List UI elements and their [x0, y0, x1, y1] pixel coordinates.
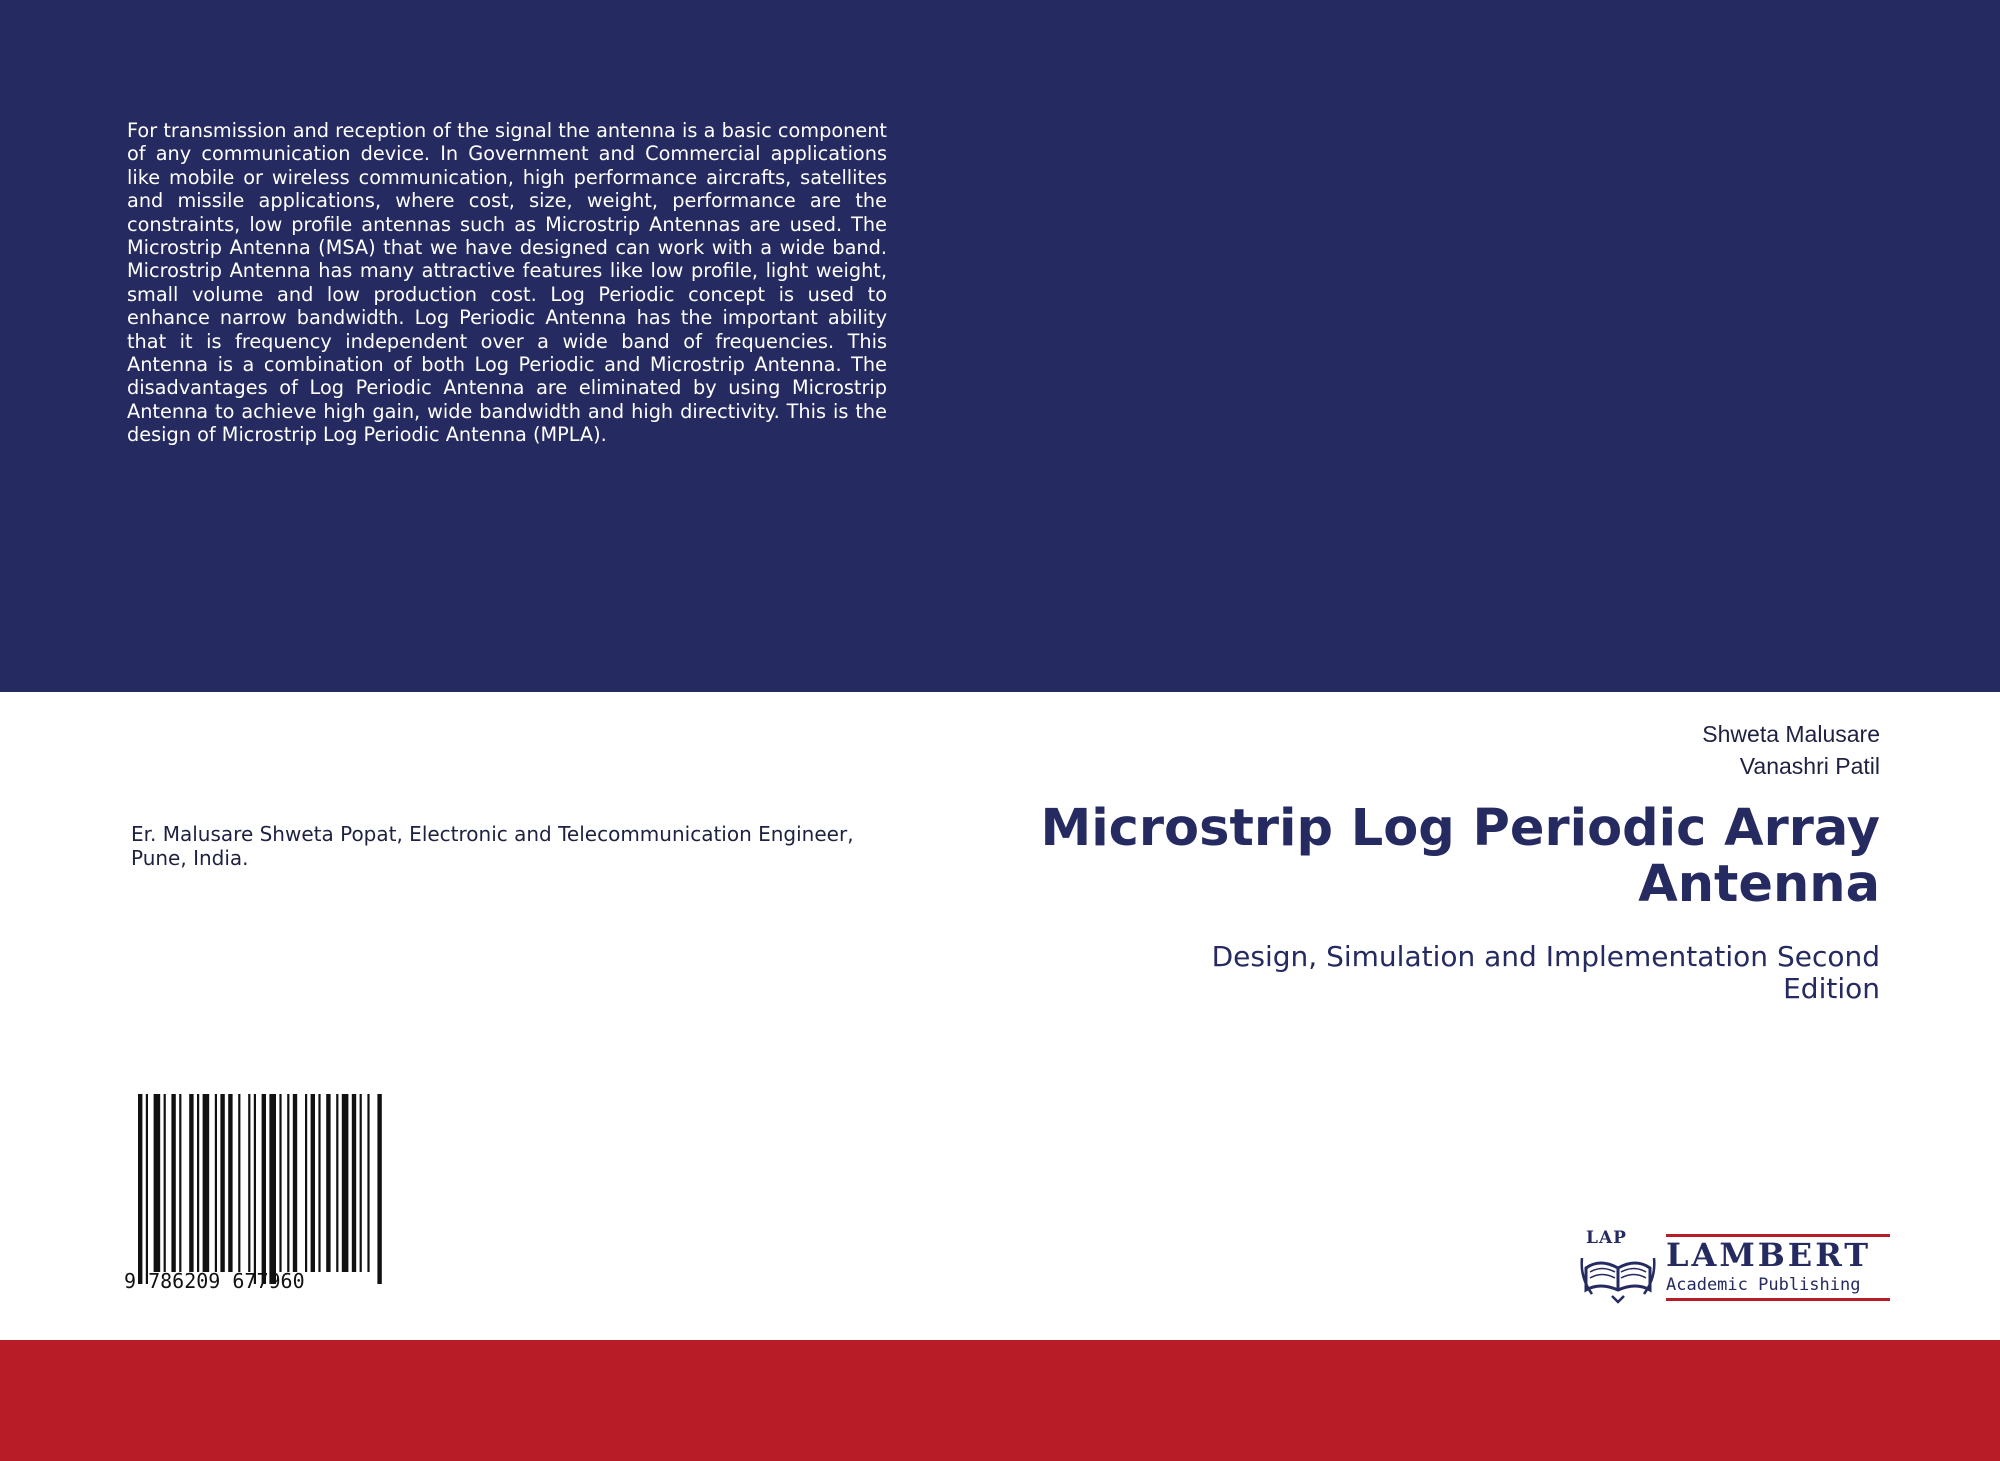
back-cover-blurb: For transmission and reception of the signal the antenna is a basic component of any communication device. In Government and Commercial applications like mobile or wireless communication, high performance aircrafts, satellites and missile applications, where cost, size, weight, performance are the constraints, low profile antennas such as Microstrip Antennas are used. The Microstrip Antenna (MSA) that we have designed can work with a wide band. Microstrip Antenna has many attractive features like low profile, light weight, small volume and low production cost. Log Periodic concept is used to enhance narrow bandwidth. Log Periodic Antenna has the important ability that it is frequency independent over a wide band of frequencies. This Antenna is a combination of both Log Periodic and Microstrip Antenna. The disadvantages of Log Periodic Antenna are eliminated by using Microstrip Antenna to achieve high gain, wide bandwidth and high directivity. This is the design of Microstrip Log Periodic Antenna (MPLA).: [127, 119, 887, 447]
barcode-bar: [215, 1094, 217, 1272]
barcode-bar: [179, 1094, 181, 1272]
barcode-bar: [154, 1094, 161, 1272]
barcode-bar: [238, 1094, 240, 1272]
barcode-bar: [336, 1094, 338, 1272]
barcode-bar: [367, 1094, 369, 1272]
logo-emblem-text: LAP: [1586, 1228, 1627, 1248]
barcode-bar: [171, 1094, 175, 1272]
barcode-bar: [377, 1094, 381, 1284]
barcode-bar: [342, 1094, 349, 1272]
book-subtitle: Design, Simulation and Implementation Second Edition: [1211, 940, 1880, 1005]
barcode-bar: [293, 1094, 297, 1272]
author-bio: Er. Malusare Shweta Popat, Electronic and Telecommunication Engineer, Pune, India.: [131, 822, 854, 870]
barcode-bar: [248, 1094, 250, 1272]
barcode-bar: [311, 1094, 315, 1272]
publisher-name: LAMBERT: [1666, 1236, 1872, 1274]
barcode-bar: [287, 1094, 289, 1272]
barcode-bar: [164, 1094, 166, 1272]
barcode-bar: [326, 1094, 330, 1272]
barcode-bar: [189, 1094, 193, 1272]
barcode-bar: [352, 1094, 356, 1272]
barcode-bar: [262, 1094, 266, 1284]
barcode-bar: [146, 1094, 148, 1284]
author-name: Vanashri Patil: [1739, 753, 1880, 779]
barcode-bar: [279, 1094, 281, 1272]
publisher-tagline: Academic Publishing: [1666, 1275, 1861, 1295]
book-title: Microstrip Log Periodic Array Antenna: [1040, 799, 1880, 914]
open-book-emblem-icon: [1578, 1228, 1658, 1304]
isbn-digits: 9 786209 677960: [124, 1269, 305, 1293]
barcode-bar: [254, 1094, 256, 1284]
barcode-bar: [269, 1094, 276, 1284]
publisher-logo: [1578, 1228, 1890, 1304]
barcode-bar: [197, 1094, 199, 1272]
barcode-bar: [203, 1094, 210, 1272]
barcode-bar: [228, 1094, 232, 1272]
barcode-bars: [124, 1094, 464, 1284]
barcode-bar: [318, 1094, 320, 1272]
author-name: Shweta Malusare: [1702, 721, 1880, 747]
barcode-bar: [305, 1094, 307, 1272]
bottom-red-band: [0, 1340, 2000, 1461]
barcode-bar: [138, 1094, 142, 1284]
barcode-bar: [360, 1094, 362, 1272]
logo-rule-bottom: [1666, 1298, 1890, 1301]
barcode-bar: [220, 1094, 224, 1272]
author-list: [1702, 718, 1880, 782]
isbn-barcode: [124, 1094, 464, 1294]
